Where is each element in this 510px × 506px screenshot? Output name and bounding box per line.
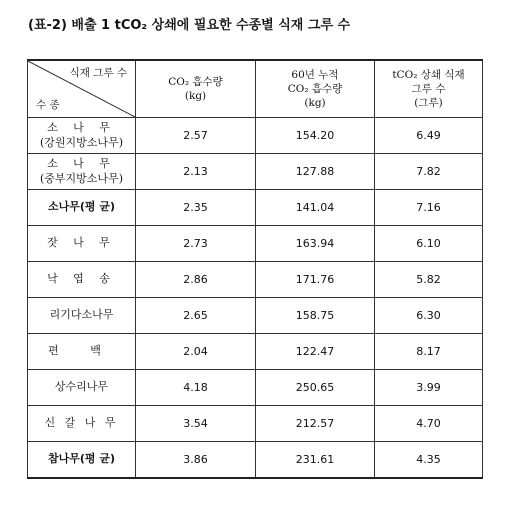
species-cell: 리기다소나무 bbox=[28, 298, 136, 334]
cumulative-cell: 163.94 bbox=[256, 226, 375, 262]
col-trees-header-line1: tCO₂ 상쇄 식재 bbox=[392, 68, 465, 81]
co2-cell: 2.57 bbox=[136, 118, 256, 154]
trees-cell: 8.17 bbox=[375, 334, 483, 370]
cumulative-cell: 212.57 bbox=[256, 406, 375, 442]
col-co2-header-line2: (kg) bbox=[184, 90, 207, 102]
table-row bbox=[28, 442, 483, 479]
trees-cell: 4.70 bbox=[375, 406, 483, 442]
table-row bbox=[28, 406, 483, 442]
diag-bottom-label: 수 종 bbox=[36, 98, 60, 111]
co2-cell: 2.04 bbox=[136, 334, 256, 370]
species-cell: 잣 나 무 bbox=[28, 226, 136, 262]
col-trees-header-line3: (그루) bbox=[414, 97, 443, 110]
species-cell: 편 백 bbox=[28, 334, 136, 370]
trees-cell: 7.16 bbox=[375, 190, 483, 226]
trees-cell: 3.99 bbox=[375, 370, 483, 406]
cumulative-cell: 171.76 bbox=[256, 262, 375, 298]
table-row bbox=[28, 298, 483, 334]
col-co2-header-line1: CO₂ 흡수량 bbox=[168, 75, 223, 88]
table-row bbox=[28, 370, 483, 406]
col-trees-header-line2: 그루 수 bbox=[411, 82, 446, 95]
table-row bbox=[28, 226, 483, 262]
diagonal-header-cell bbox=[28, 60, 136, 118]
col-co2-header bbox=[136, 60, 256, 118]
co2-cell: 3.54 bbox=[136, 406, 256, 442]
cumulative-cell: 158.75 bbox=[256, 298, 375, 334]
trees-cell: 6.49 bbox=[375, 118, 483, 154]
col-cumulative-header-line3: (kg) bbox=[304, 97, 326, 110]
col-cumulative-header-line1: 60년 누적 bbox=[291, 68, 339, 81]
cumulative-cell: 127.88 bbox=[256, 154, 375, 190]
trees-cell: 4.35 bbox=[375, 442, 483, 479]
trees-cell: 7.82 bbox=[375, 154, 483, 190]
cumulative-cell: 141.04 bbox=[256, 190, 375, 226]
species-cell: 소 나 무 (중부지방소나무) bbox=[28, 154, 136, 190]
cumulative-cell: 250.65 bbox=[256, 370, 375, 406]
trees-cell: 5.82 bbox=[375, 262, 483, 298]
species-cell: 참나무(평 균) bbox=[28, 442, 136, 479]
co2-cell: 2.73 bbox=[136, 226, 256, 262]
species-cell: 소 나 무 (강원지방소나무) bbox=[28, 118, 136, 154]
table-row bbox=[28, 334, 483, 370]
co2-cell: 2.65 bbox=[136, 298, 256, 334]
cumulative-cell: 122.47 bbox=[256, 334, 375, 370]
col-cumulative-header bbox=[256, 60, 375, 118]
co2-cell: 2.35 bbox=[136, 190, 256, 226]
trees-cell: 6.30 bbox=[375, 298, 483, 334]
table-row bbox=[28, 262, 483, 298]
co2-cell: 2.13 bbox=[136, 154, 256, 190]
species-table bbox=[27, 59, 483, 479]
col-trees-header bbox=[375, 60, 483, 118]
cumulative-cell: 231.61 bbox=[256, 442, 375, 479]
species-cell: 소나무(평 균) bbox=[28, 190, 136, 226]
table-row bbox=[28, 190, 483, 226]
header-row bbox=[28, 60, 483, 118]
species-cell: 상수리나무 bbox=[28, 370, 136, 406]
co2-cell: 4.18 bbox=[136, 370, 256, 406]
diag-top-label: 식재 그루 수 bbox=[69, 67, 127, 79]
table-caption: (표-2) 배출 1 tCO₂ 상쇄에 필요한 수종별 식재 그루 수 bbox=[28, 18, 351, 33]
co2-cell: 3.86 bbox=[136, 442, 256, 479]
table-row bbox=[28, 118, 483, 154]
table-row bbox=[28, 154, 483, 190]
col-cumulative-header-line2: CO₂ 흡수량 bbox=[287, 82, 343, 95]
species-cell: 신 갈 나 무 bbox=[28, 406, 136, 442]
cumulative-cell: 154.20 bbox=[256, 118, 375, 154]
species-cell: 낙 엽 송 bbox=[28, 262, 136, 298]
trees-cell: 6.10 bbox=[375, 226, 483, 262]
co2-cell: 2.86 bbox=[136, 262, 256, 298]
